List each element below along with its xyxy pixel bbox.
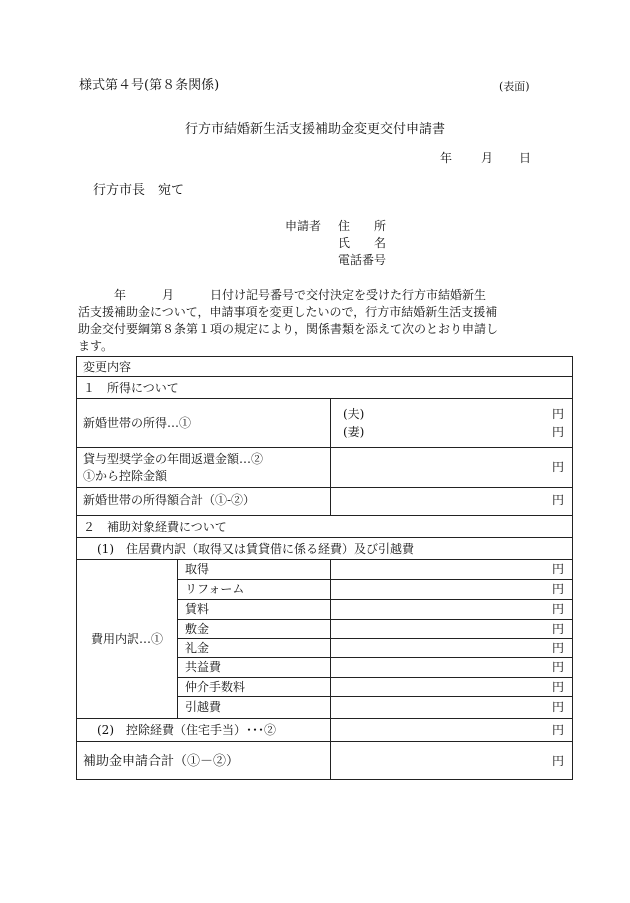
yen-unit: 円 [551, 641, 564, 655]
applicant-label: 申請者 [285, 219, 322, 233]
section1-title: １ 所得について [83, 381, 179, 395]
grand-total-label: 補助金申請合計（①－②） [83, 754, 240, 769]
cost-item-key-money: 礼金 [185, 641, 210, 655]
date-month: 月 [481, 151, 494, 165]
date-day: 日 [519, 151, 532, 165]
cost-item-rent: 賃料 [185, 602, 210, 616]
row-divider [77, 376, 572, 377]
yen-unit: 円 [551, 582, 564, 596]
row-divider [177, 657, 573, 658]
row-divider [77, 487, 572, 488]
addressee: 行方市長 宛て [93, 183, 185, 198]
cost-item-renovation: リフォーム [185, 582, 245, 596]
section2-title: ２ 補助対象経費について [83, 520, 227, 534]
row-divider [177, 579, 573, 580]
paragraph-line: ます。 [78, 339, 114, 353]
row-divider [177, 619, 573, 620]
cost-item-acquisition: 取得 [185, 562, 210, 576]
yen-unit: 円 [551, 622, 564, 636]
subsection1-title: (1) 住居費内訳（取得又は賃貸借に係る経費）及び引越費 [97, 542, 415, 556]
change-details-table [76, 356, 573, 780]
row-divider [77, 398, 572, 399]
paragraph-line: 年 月 日付け記号番号で交付決定を受けた行方市結婚新生 [78, 288, 487, 302]
yen-unit: 円 [551, 460, 564, 474]
subsection2-title: (2) 控除経費（住宅手当）･･･② [97, 723, 276, 737]
form-number: 様式第４号(第８条関係) [79, 78, 220, 93]
row-divider [77, 559, 572, 560]
wife-label: (妻) [343, 425, 365, 439]
row-divider [77, 718, 572, 719]
table-heading: 変更内容 [83, 360, 132, 374]
row-divider [77, 447, 572, 448]
yen-unit: 円 [551, 425, 564, 439]
income-total-label: 新婚世帯の所得額合計（①-②） [83, 493, 256, 507]
row-divider [77, 515, 572, 516]
column-divider [330, 741, 331, 780]
row-divider [77, 741, 572, 742]
yen-unit: 円 [551, 723, 564, 737]
cost-item-common-fee: 共益費 [185, 660, 222, 674]
scholarship-label: 貸与型奨学金の年間返還金額…② [83, 452, 264, 466]
side-label: (表面) [499, 80, 530, 93]
date-year: 年 [440, 151, 453, 165]
row-divider [177, 677, 573, 678]
yen-unit: 円 [551, 660, 564, 674]
cost-breakdown-label: 費用内訳…① [91, 632, 164, 646]
yen-unit: 円 [551, 562, 564, 576]
scholarship-deduction-label: ①から控除金額 [83, 469, 168, 483]
husband-label: (夫) [343, 407, 365, 421]
applicant-address-label: 住 所 [338, 219, 387, 233]
cost-item-moving: 引越費 [185, 700, 222, 714]
row-divider [177, 638, 573, 639]
cost-item-deposit: 敷金 [185, 622, 210, 636]
row-divider [177, 599, 573, 600]
row-divider [177, 696, 573, 697]
yen-unit: 円 [551, 407, 564, 421]
paragraph-line: 活支援補助金について，申請事項を変更したいので，行方市結婚新生活支援補 [78, 305, 498, 319]
yen-unit: 円 [551, 700, 564, 714]
request-paragraph [78, 287, 578, 355]
yen-unit: 円 [551, 602, 564, 616]
document-title: 行方市結婚新生活支援補助金変更交付申請書 [185, 122, 446, 137]
applicant-phone-label: 電話番号 [338, 253, 387, 267]
yen-unit: 円 [551, 493, 564, 507]
income-label: 新婚世帯の所得…① [83, 416, 192, 430]
yen-unit: 円 [551, 754, 564, 768]
cost-item-brokerage: 仲介手数料 [185, 680, 246, 694]
row-divider [77, 537, 572, 538]
applicant-name-label: 氏 名 [338, 236, 387, 250]
column-divider [330, 398, 331, 515]
paragraph-line: 助金交付要綱第８条第１項の規定により，関係書類を添えて次のとおり申請し [78, 322, 499, 336]
column-divider [177, 559, 178, 718]
yen-unit: 円 [551, 680, 564, 694]
column-divider [330, 559, 331, 741]
